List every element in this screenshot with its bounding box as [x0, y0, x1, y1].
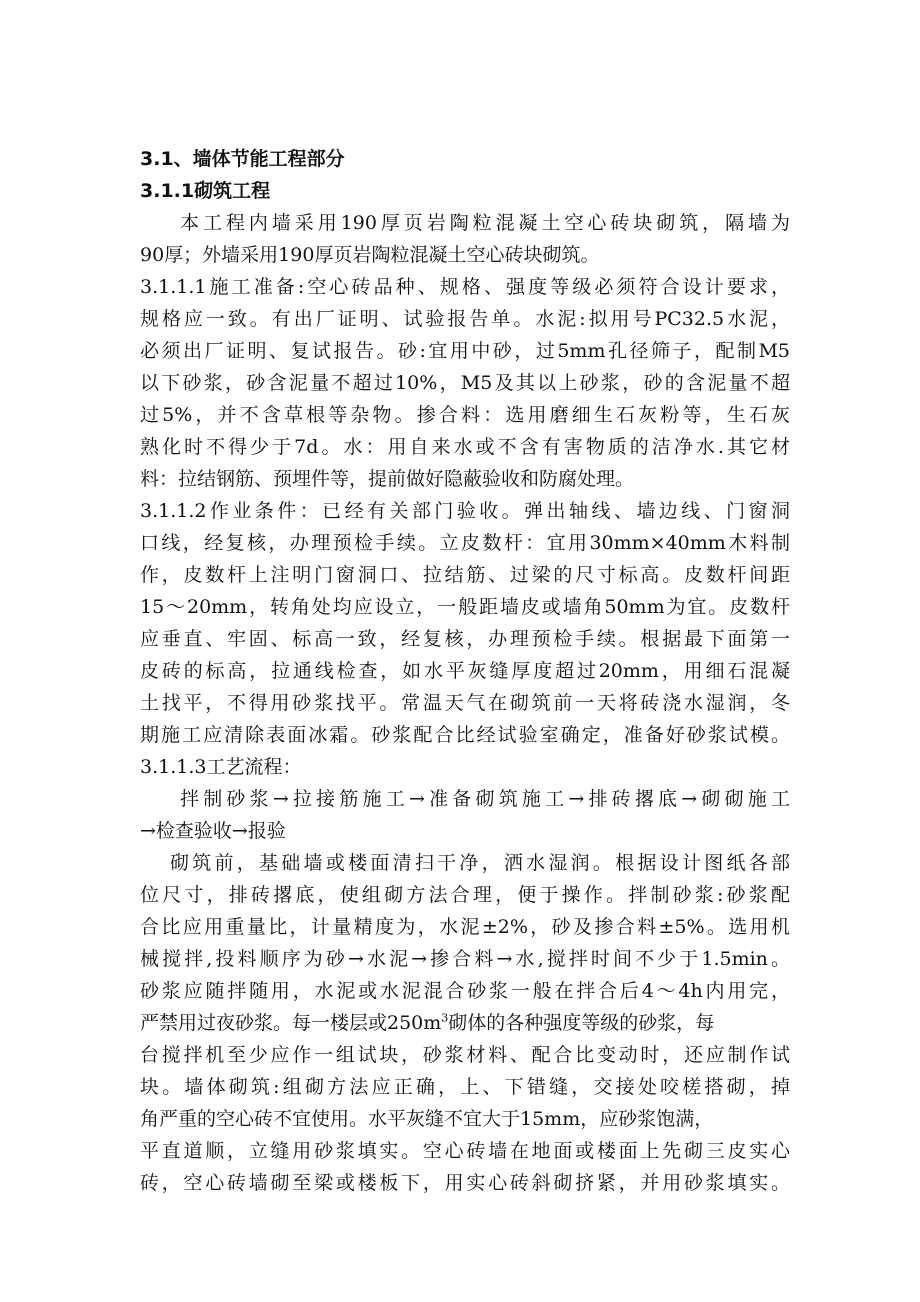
paragraph-line: 块。墙体砌筑:组砌方法应正确，上、下错缝，交接处咬槎搭砌，掉: [140, 1076, 790, 1098]
paragraph-line-tail: 砌体的各种强度等级的砂浆，每: [448, 1012, 715, 1034]
paragraph-line: 3.1.1.2作业条件：已经有关部门验收。弹出轴线、墙边线、门窗洞: [140, 500, 790, 522]
paragraph-line: 过5%，并不含草根等杂物。掺合料：选用磨细生石灰粉等，生石灰: [140, 404, 790, 426]
paragraph-line: 砂浆应随拌随用，水泥或水泥混合砂浆一般在拌合后4～4h内用完，: [140, 980, 790, 1002]
paragraph-line: 3.1.1.1施工准备:空心砖品种、规格、强度等级必须符合设计要求，: [140, 276, 790, 298]
paragraph-line: 3.1.1.3工艺流程：: [140, 756, 302, 778]
paragraph-line-head: 严禁用过夜砂浆。每一楼层或250m: [140, 1012, 442, 1034]
superscript-unit: 3: [441, 1011, 449, 1025]
document-page: [140, 143, 790, 1199]
paragraph-line: 应垂直、牢固、标高一致，经复核，办理预检手续。根据最下面第一: [140, 628, 790, 650]
paragraph-line: 土找平，不得用砂浆找平。常温天气在砌筑前一天将砖浇水湿润，冬: [140, 692, 790, 714]
paragraph-line: 熟化时不得少于7d。水：用自来水或不含有害物质的洁净水.其它材: [140, 436, 790, 458]
paragraph-line: 必须出厂证明、复试报告。砂:宜用中砂，过5mm孔径筛子，配制M5: [140, 340, 790, 362]
paragraph-line: 料：拉结钢筋、预埋件等，提前做好隐蔽验收和防腐处理。: [140, 468, 635, 490]
paragraph-line: 作，皮数杆上注明门窗洞口、拉结筋、过梁的尺寸标高。皮数杆间距: [140, 564, 790, 586]
paragraph-line: 口线，经复核，办理预检手续。立皮数杆：宜用30mm×40mm木料制: [140, 532, 790, 554]
paragraph-line: 角严重的空心砖不宜使用。水平灰缝不宜大于15mm，应砂浆饱满，: [140, 1108, 714, 1130]
paragraph-line: [140, 1007, 790, 1039]
paragraph-line: 90厚；外墙采用190厚页岩陶粒混凝土空心砖块砌筑。: [140, 244, 600, 266]
subsection-heading: 3.1.1砌筑工程: [140, 180, 271, 202]
paragraph-line: 期施工应清除表面冰霜。砂浆配合比经试验室确定，准备好砂浆试模。: [140, 724, 790, 746]
paragraph-line: 规格应一致。有出厂证明、试验报告单。水泥:拟用号PC32.5水泥，: [140, 308, 790, 330]
process-flow-line: →检查验收→报验: [140, 820, 286, 842]
paragraph-line: 台搅拌机至少应作一组试块，砂浆材料、配合比变动时，还应制作试: [140, 1044, 790, 1066]
paragraph-line: 本工程内墙采用190厚页岩陶粒混凝土空心砖块砌筑，隔墙为: [180, 212, 790, 234]
paragraph-line: 15～20mm，转角处均应设立，一般距墙皮或墙角50mm为宜。皮数杆: [140, 596, 790, 618]
paragraph-line: 械搅拌,投料顺序为砂→水泥→掺合料→水,搅拌时间不少于1.5min。: [140, 948, 790, 970]
paragraph-line: 砖，空心砖墙砌至梁或楼板下，用实心砖斜砌挤紧，并用砂浆填实。: [140, 1172, 790, 1194]
paragraph-line: 平直道顺，立缝用砂浆填实。空心砖墙在地面或楼面上先砌三皮实心: [140, 1140, 790, 1162]
paragraph-line: 合比应用重量比，计量精度为，水泥±2%，砂及掺合料±5%。选用机: [140, 916, 790, 938]
paragraph-line: 砌筑前，基础墙或楼面清扫干净，洒水湿润。根据设计图纸各部: [170, 852, 790, 874]
paragraph-line: 以下砂浆，砂含泥量不超过10%，M5及其以上砂浆，砂的含泥量不超: [140, 372, 790, 394]
section-heading: 3.1、墙体节能工程部分: [140, 148, 345, 170]
paragraph-line: 皮砖的标高，拉通线检查，如水平灰缝厚度超过20mm，用细石混凝: [140, 660, 790, 682]
process-flow-line: 拌制砂浆→拉接筋施工→准备砌筑施工→排砖撂底→砌砌施工: [180, 788, 790, 810]
paragraph-line: 位尺寸，排砖撂底，使组砌方法合理，便于操作。拌制砂浆:砂浆配: [140, 884, 790, 906]
